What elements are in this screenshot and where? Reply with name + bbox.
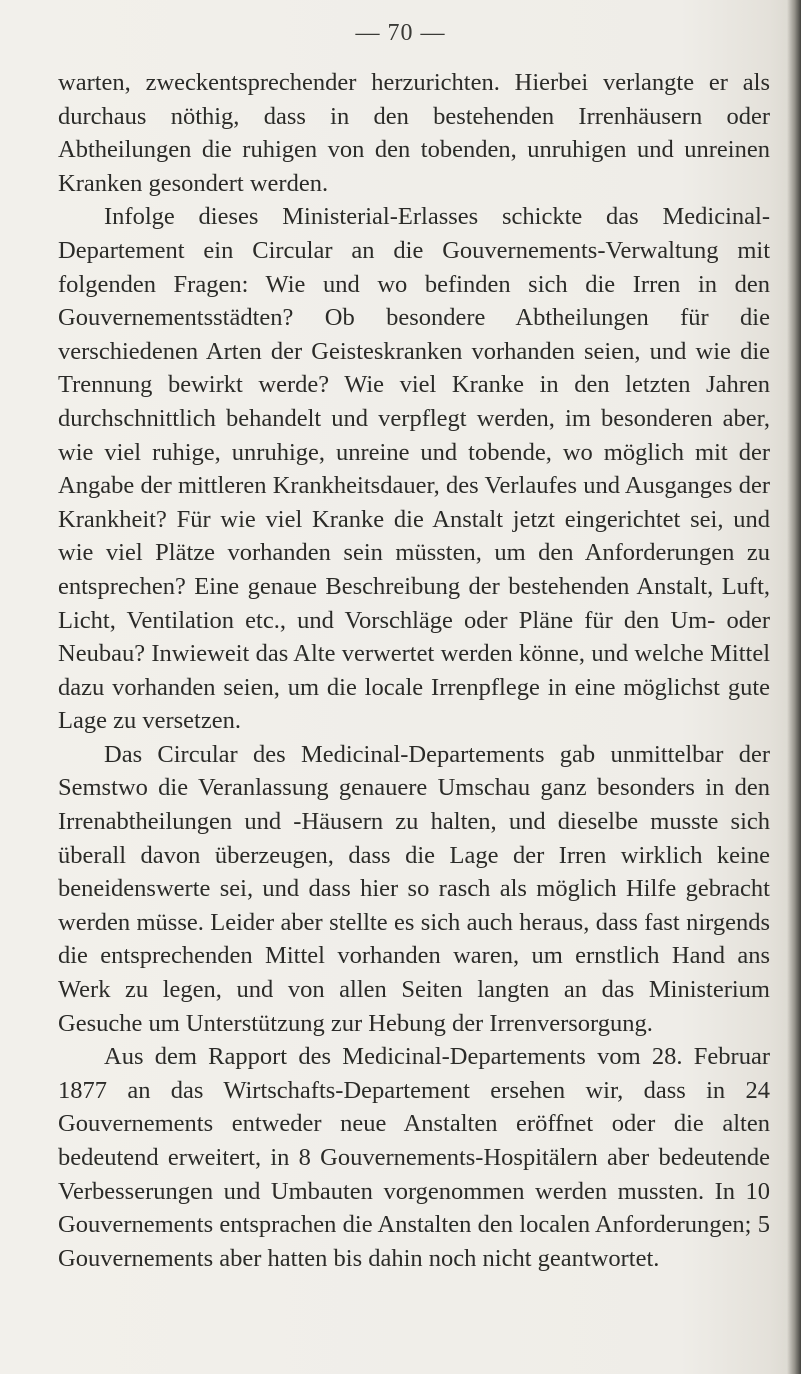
paragraph-2: Infolge dieses Ministerial-Erlasses schickte das Medicinal-Departement ein Circular an die Gouvernements-Verwaltung mit folgenden Fragen: Wie und wo befinden sich die Irren in den Gouvernementsstädten? Ob besondere Abtheilungen für die verschiedenen Arten der Geisteskranken vorhanden seien, und wie die Trennung bewirkt werde? Wie viel Kranke in den letzten Jahren durchschnittlich behandelt und verpflegt werden, im besonderen aber, wie viel ruhige, unruhige, unreine und tobende, wo möglich mit der Angabe der mittleren Krankheitsdauer, des Verlaufes und Ausganges der Krankheit? Für wie viel Kranke die Anstalt jetzt eingerichtet sei, und wie viel Plätze vorhanden sein müssten, um den Anforderungen zu entsprechen? Eine genaue Beschreibung der bestehenden Anstalt, Luft, Licht, Ventilation etc., und Vorschläge oder Pläne für den Um- oder Neubau? Inwieweit das Alte verwertet werden könne, und welche Mittel dazu vorhanden seien, um die locale Irrenpflege in eine möglichst gute Lage zu versetzen. bbox=[58, 203, 770, 735]
text-body bbox=[58, 66, 770, 1275]
paragraph-1: warten, zweckentsprechender herzurichten. Hierbei verlangte er als durchaus nöthig, dass in den bestehenden Irrenhäusern oder Abtheilungen die ruhigen von den tobenden, unruhigen und unreinen Kranken gesondert werden. bbox=[58, 69, 770, 197]
page-number: — 70 — bbox=[355, 20, 446, 46]
paragraph-4: Aus dem Rapport des Medicinal-Departements vom 28. Februar 1877 an das Wirtschafts-Departement ersehen wir, dass in 24 Gouvernements entweder neue Anstalten eröffnet oder die alten bedeutend erweitert, in 8 Gouvernements-Hospitälern aber bedeutende Verbesserungen und Umbauten vorgenommen werden mussten. In 10 Gouvernements entsprachen die Anstalten den localen Anforderungen; 5 Gouvernements aber hatten bis dahin noch nicht geantwortet. bbox=[58, 1043, 770, 1272]
page-edge-shadow bbox=[787, 0, 801, 1374]
paragraph-3: Das Circular des Medicinal-Departements gab unmittelbar der Semstwo die Veranlassung genauere Umschau ganz besonders in den Irrenabtheilungen und -Häusern zu halten, und dieselbe musste sich überall davon überzeugen, dass die Lage der Irren wirklich keine beneidenswerte sei, und dass hier so rasch als möglich Hilfe gebracht werden müsse. Leider aber stellte es sich auch heraus, dass fast nirgends die entsprechenden Mittel vorhanden waren, um ernstlich Hand ans Werk zu legen, und von allen Seiten langten an das Ministerium Gesuche um Unterstützung zur Hebung der Irrenversorgung. bbox=[58, 740, 770, 1037]
